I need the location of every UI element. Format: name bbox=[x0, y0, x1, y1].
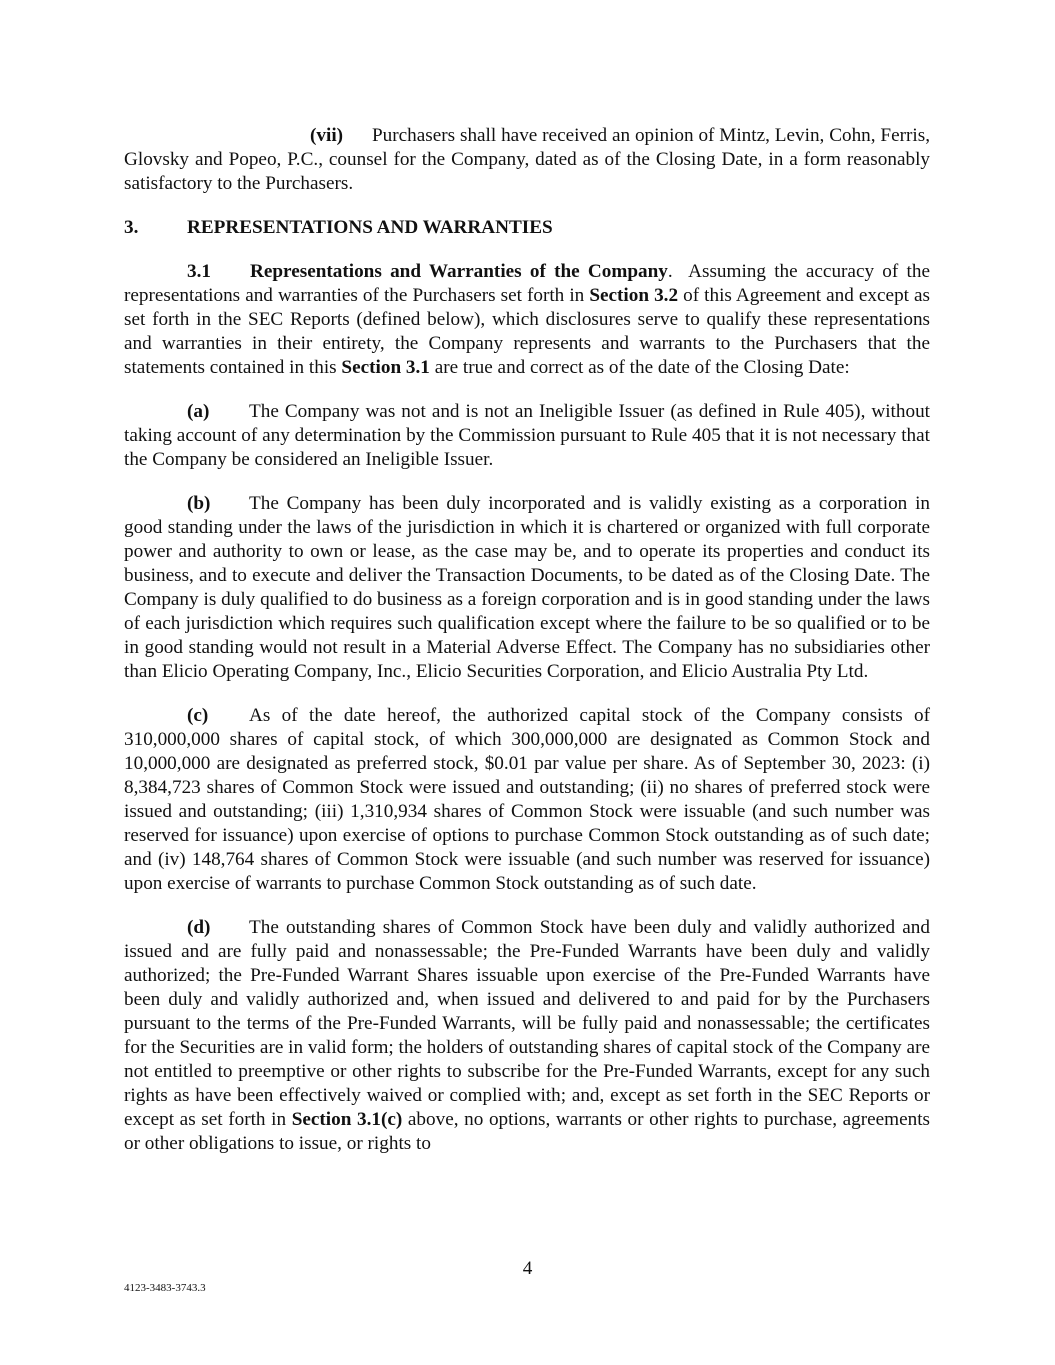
paragraph-text: above, no options, warrants or other rights to purchase, agreements or other obligations to issue, or rights to bbox=[124, 1109, 931, 1154]
section-reference: Section 3.2 bbox=[589, 285, 679, 306]
document-page bbox=[124, 124, 930, 1176]
section-title: REPRESENTATIONS AND WARRANTIES bbox=[187, 217, 553, 238]
paragraph-label: (b) bbox=[187, 493, 211, 514]
paragraph-b bbox=[124, 492, 930, 684]
paragraph-text: are true and correct as of the date of the Closing Date: bbox=[434, 357, 850, 378]
section-3-1-paragraph bbox=[124, 260, 930, 380]
paragraph-label: (d) bbox=[187, 917, 211, 938]
paragraph-label: (a) bbox=[187, 401, 210, 422]
paragraph-d bbox=[124, 916, 930, 1156]
paragraph-text: As of the date hereof, the authorized capital stock of the Company consists of 310,000,000 shares of capital stock, of which 300,000,000 are designated as Common Stock and 10,000,000 are designated as preferred stock, $0.01 par value per share. As of September 30, 2023: (i) 8,384,723 shares of Common Stock were issued and outstanding; (ii) no shares of preferred stock were issued and outstanding; (iii) 1,310,934 shares of Common Stock were issuable (and such number was reserved for issuance) upon exercise of options to purchase Common Stock outstanding as of such date; and (iv) 148,764 shares of Common Stock were issuable (and such number was reserved for issuance) upon exercise of warrants to purchase Common Stock outstanding as of such date. bbox=[124, 705, 930, 894]
section-number: 3.1 bbox=[187, 261, 211, 282]
paragraph-label: (vii) bbox=[310, 125, 344, 146]
paragraph-c bbox=[124, 704, 930, 896]
section-reference: Section 3.1 bbox=[341, 357, 430, 378]
paragraph-text: Purchasers shall have received an opinion of Mintz, Levin, Cohn, Ferris, Glovsky and Popeo, P.C., counsel for the Company, dated as of the Closing Date, in a form reasonably satisfactory to the Purchasers. bbox=[124, 125, 930, 194]
paragraph-a bbox=[124, 400, 930, 472]
paragraph-text: The Company has been duly incorporated and is validly existing as a corporation in good standing under the laws of the jurisdiction in which it is chartered or organized with full corporate power and authority to own or lease, as the case may be, and to operate its properties and conduct its business, and to execute and deliver the Transaction Documents, to be dated as of the Closing Date. The Company is duly qualified to do business as a foreign corporation and is in good standing under the laws of each jurisdiction which requires such qualification except where the failure to be so qualified or to be in good standing would not result in a Material Adverse Effect. The Company has no subsidiaries other than Elicio Operating Company, Inc., Elicio Securities Corporation, and Elicio Australia Pty Ltd. bbox=[124, 493, 930, 682]
paragraph-vii bbox=[124, 124, 930, 196]
paragraph-text: of this Agreement and except as set forth in the SEC Reports (defined below), which disclosures serve to qualify these representations and warranties in their entirety, the Company represents and warrants to the Purchasers that the statements contained in this bbox=[124, 285, 931, 378]
section-reference: Section 3.1(c) bbox=[291, 1109, 403, 1130]
paragraph-label: (c) bbox=[187, 705, 209, 726]
page-number: 4 bbox=[522, 1258, 533, 1279]
paragraph-text: The Company was not and is not an Ineligible Issuer (as defined in Rule 405), without taking account of any determination by the Commission pursuant to Rule 405 that it is not necessary that the Company be considered an Ineligible Issuer. bbox=[124, 401, 930, 470]
paragraph-text: The outstanding shares of Common Stock have been duly and validly authorized and issued and are fully paid and nonassessable; the Pre-Funded Warrants have been duly and validly authorized; the Pre-Funded Warrant Shares issuable upon exercise of the Pre-Funded Warrants have been duly and validly authorized and, when issued and delivered to and paid for by the Purchasers pursuant to the terms of the Pre-Funded Warrants, will be fully paid and nonassessable; the certificates for the Securities are in valid form; the holders of outstanding shares of capital stock of the Company are not entitled to preemptive or other rights to subscribe for the Pre-Funded Warrants, except for any such rights as have been effectively waived or complied with; and, except as set forth in the SEC Reports or except as set forth in bbox=[124, 917, 930, 1130]
document-id: 4123-3483-3743.3 bbox=[124, 1282, 206, 1294]
paragraph-text: Assuming the accuracy of the representations and warranties of the Purchasers set forth in bbox=[124, 261, 930, 306]
title-period: . bbox=[667, 261, 673, 282]
section-title: Representations and Warranties of the Company bbox=[250, 261, 668, 282]
section-3-heading bbox=[124, 216, 930, 240]
section-number: 3. bbox=[124, 217, 139, 238]
